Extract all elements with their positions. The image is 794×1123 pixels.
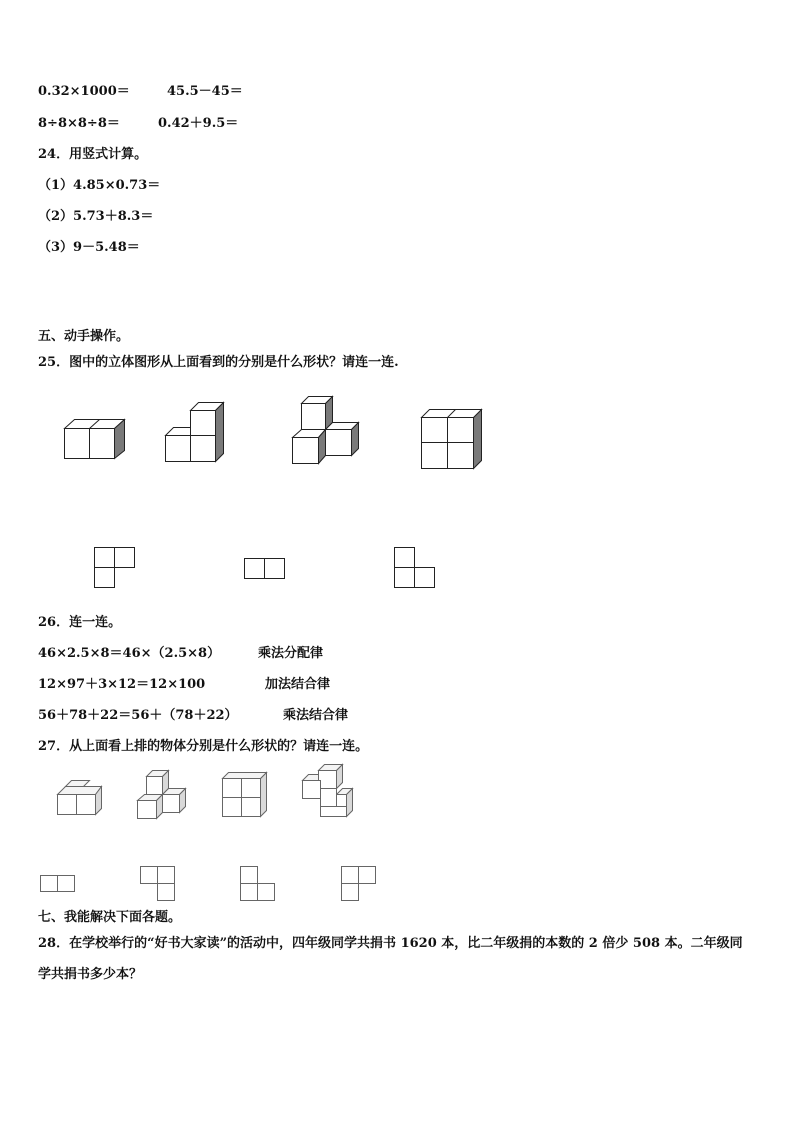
q28-line-2: 学共捐书多少本？ [38, 967, 143, 982]
q24-item-2: （2）5.73＋8.3＝ [38, 209, 154, 224]
section-7-heading: 七、我能解决下面各题。 [38, 910, 182, 925]
q27-solid-3 [222, 772, 268, 818]
q26-left-2: 12×97＋3×12＝12×100 [38, 677, 206, 692]
q24-item-3: （3）9－5.48＝ [38, 240, 140, 255]
q27-view-1 [40, 875, 76, 893]
calc-a1: 0.32×1000＝ [38, 84, 130, 99]
section-5-heading: 五、动手操作。 [38, 329, 130, 344]
q28-line-1: 28．在学校举行的“好书大家读”的活动中，四年级同学共捐书 1620 本，比二年级捐的本数的 2 倍少 508 本。二年级同 [38, 936, 743, 951]
calc-b2: 0.42＋9.5＝ [158, 116, 239, 131]
q27-title: 27．从上面看上排的物体分别是什么形状的？请连一连。 [38, 739, 369, 754]
q26-left-1: 46×2.5×8＝46×（2.5×8） [38, 646, 221, 661]
q25-solid-3 [292, 396, 360, 464]
q25-solid-4 [421, 409, 483, 469]
q25-view-1 [94, 547, 136, 589]
q24-title: 24．用竖式计算。 [38, 147, 148, 162]
q27-view-4 [341, 866, 377, 902]
q24-item-1: （1）4.85×0.73＝ [38, 178, 161, 193]
calc-a2: 45.5－45＝ [167, 84, 243, 99]
calc-b1: 8÷8×8÷8＝ [38, 116, 120, 131]
q26-right-3: 乘法结合律 [283, 708, 349, 723]
q27-view-3 [240, 866, 276, 902]
q26-right-1: 乘法分配律 [258, 646, 324, 661]
q25-solid-2 [165, 402, 227, 462]
q27-view-2 [140, 866, 176, 902]
q27-solid-2 [137, 770, 187, 820]
q25-view-2 [244, 558, 286, 580]
q26-title: 26．连一连。 [38, 615, 122, 630]
q25-title: 25．图中的立体图形从上面看到的分别是什么形状？请连一连. [38, 355, 399, 370]
q27-solid-1 [57, 780, 103, 816]
q26-left-3: 56＋78＋22＝56＋（78＋22） [38, 708, 238, 723]
q26-right-2: 加法结合律 [265, 677, 331, 692]
q25-view-3 [394, 547, 436, 589]
q27-solid-4 [302, 764, 354, 818]
q25-solid-1 [64, 417, 126, 461]
